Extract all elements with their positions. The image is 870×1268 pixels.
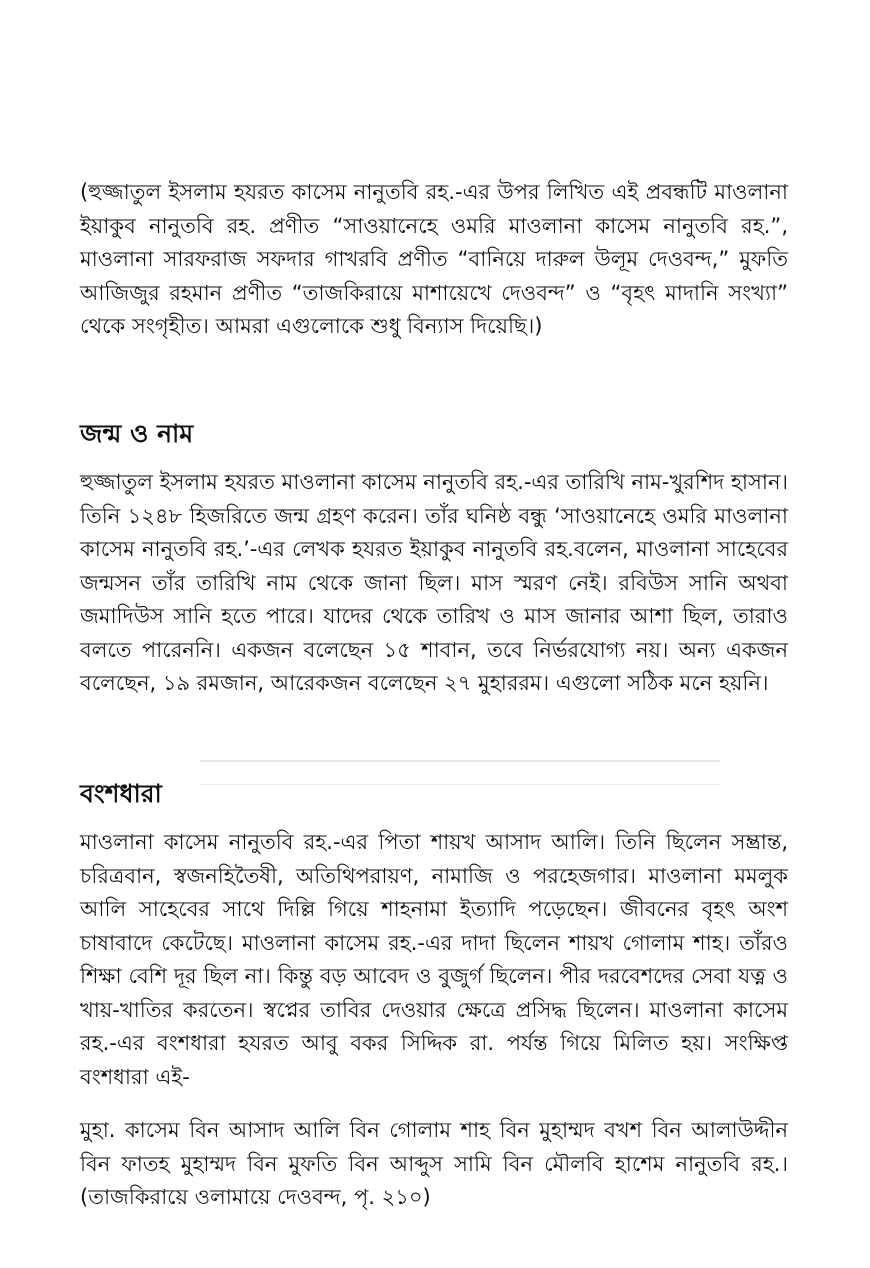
section-body-birth: হুজ্জাতুল ইসলাম হযরত মাওলানা কাসেম নানুতবি রহ.-এর তারিখি নাম-খুরশিদ হাসান। তিনি ১২৪৮ হিজরিতে জন্ম গ্রহণ করেন। তাঁর ঘনিষ্ঠ বন্ধু ‘সাওয়ানেহে ওমরি মাওলানা কাসেম নানুতবি রহ.’-এর লেখক হযরত ইয়াকুব নানুতবি রহ.বলেন, মাওলানা সাহেবের জন্মসন তাঁর তারিখি নাম থেকে জানা ছিল। মাস স্মরণ নেই। রবিউস সানি অথবা জমাদিউস সানি হতে পারে। যাদের থেকে তারিখ ও মাস জানার আশা ছিল, তারাও বলতে পারেননি। একজন বলেছেন ১৫ শাবান, তবে নির্ভরযোগ্য নয়। অন্য একজন বলেছেন, ১৯ রমজান, আরেকজন বলেছেন ২৭ মুহাররম। এগুলো সঠিক মনে হয়নি। <box>80 470 788 695</box>
lineage-chain: মুহা. কাসেম বিন আসাদ আলি বিন গোলাম শাহ বিন মুহাম্মদ বখশ বিন আলাউদ্দীন বিন ফাতহ মুহাম্মদ বিন মুফতি বিন আব্দুস সামি বিন মৌলবি হাশেম নানুতবি রহ.। (তাজকিরায়ে ওলামায়ে দেওবন্দ, পৃ. ২১০) <box>80 1118 788 1209</box>
section-heading-birth: জন্ম ও নাম <box>80 419 194 448</box>
show-through-text <box>200 760 720 785</box>
section-body-lineage: মাওলানা কাসেম নানুতবি রহ.-এর পিতা শায়খ আসাদ আলি। তিনি ছিলেন সম্ভ্রান্ত, চরিত্রবান, স্বজনহিতৈষী, অতিথিপরায়ণ, নামাজি ও পরহেজগার। মাওলানা মমলুক আলি সাহেবের সাথে দিল্লি গিয়ে শাহনামা ইত্যাদি পড়েছেন। জীবনের বৃহৎ অংশ চাষাবাদে কেটেছে। মাওলানা কাসেম রহ.-এর দাদা ছিলেন শায়খ গোলাম শাহ। তাঁরও শিক্ষা বেশি দূর ছিল না। কিন্তু বড় আবেদ ও বুজুর্গ ছিলেন। পীর দরবেশদের সেবা যত্ন ও খায়-খাতির করতেন। স্বপ্নের তাবির দেওয়ার ক্ষেত্রে প্রসিদ্ধ ছিলেন। মাওলানা কাসেম রহ.-এর বংশধারা হযরত আবু বকর সিদ্দিক রা. পর্যন্ত গিয়ে মিলিত হয়। সংক্ষিপ্ত বংশধারা এই- <box>80 830 788 1089</box>
intro-note: (হুজ্জাতুল ইসলাম হযরত কাসেম নানুতবি রহ.-এর উপর লিখিত এই প্রবন্ধটি মাওলানা ইয়াকুব নানুতবি রহ. প্রণীত “সাওয়ানেহে ওমরি মাওলানা কাসেম নানুতবি রহ.”, মাওলানা সারফরাজ সফদার গাখরবি প্রণীত “বানিয়ে দারুল উলূম দেওবন্দ,” মুফতি আজিজুর রহমান প্রণীত “তাজকিরায়ে মাশায়েখে দেওবন্দ” ও “বৃহৎ মাদানি সংখ্যা” থেকে সংগৃহীত। আমরা এগুলোকে শুধু বিন্যাস দিয়েছি।) <box>80 180 788 338</box>
section-heading-lineage: বংশধারা <box>80 779 162 808</box>
